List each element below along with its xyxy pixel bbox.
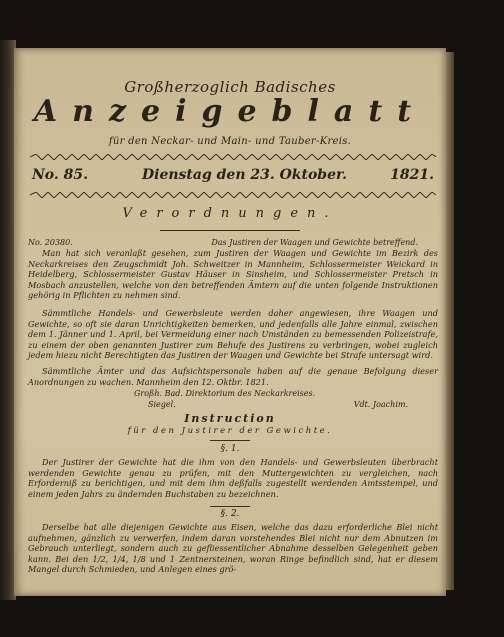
notice-paragraph-3: Sämmtliche Ämter und das Aufsichtspersonale haben auf die genaue Befolgung dieser Anordnungen zu wachen. Mannheim den 12. Oktbr. 1821. xyxy=(28,366,438,387)
issue-date: Dienstag den 23. Oktober. xyxy=(142,167,347,183)
masthead-subtitle: Großherzoglich Badisches xyxy=(124,78,336,96)
masthead-region: für den Neckar- und Main- und Tauber-Kreis. xyxy=(108,136,352,147)
ornamental-rule-bottom xyxy=(30,192,436,198)
instruction-subtitle: für den Justirer der Gewichte. xyxy=(127,426,333,436)
notice-paragraph-2: Sämmtliche Handels- und Gewerbsleute werden daher angewiesen, ihre Waagen und Gewichte, so oft sie daran Unrichtigkeiten bemerken, und jedenfalls alle Jahre einmal, zwischen dem 1. Jänner und 1. April, bei Vermeidung einer nach Umständen zu bemessenden Polizeistrafe, zu einem der oben genannten Justirer zum Behufe des Justirens zu verbringen, wobei zugleich jedem hiezu nicht Berechtigten das Justiren der Waagen und Gewichte bei Strafe untersagt wird. xyxy=(28,308,438,361)
section-1-label: §. 1. xyxy=(220,444,240,454)
instruction-divider xyxy=(210,440,250,441)
issue-line xyxy=(32,167,434,189)
section-1-text: Der Justirer der Gewichte hat die ihm von den Handels- und Gewerbsleuten überbracht werdenden Gewichte genau zu prüfen, mit den Muttergewichten zu vergleichen, nach Erforderniß zu berichtigen, und mit dem ihm deßfalls zugestellt werdenden Amtsstempel, und einem jeden Jahrs zu ändernden Buchstaben zu bezeichnen. xyxy=(28,457,438,499)
issue-number: No. 85. xyxy=(32,167,88,183)
ornamental-rule-top xyxy=(30,154,436,160)
signatory: Vdt. Joachim. xyxy=(353,400,408,409)
issuing-authority: Großh. Bad. Direktorium des Neckarkreises. xyxy=(134,389,316,398)
section-heading: Verordnungen. xyxy=(122,206,338,221)
notice-paragraph-1: Man hat sich veranlaßt gesehen, zum Justiren der Waagen und Gewichte im Bezirk des Neckarkreises den Zeugschmidt Joh. Schweitzer in Mannheim, Schlossermeister Weickard in Heidelberg, Schlossermeister Gustav Häuser in Sinsheim, und Schlossermeister Pretsch in Mosbach anzustellen, welche von den betreffenden Ämtern auf die unten folgende Instruktionen gehörig in Pflichten zu nehmen sind. xyxy=(28,248,438,301)
section-divider xyxy=(160,230,300,231)
instruction-title: Instruction xyxy=(184,412,276,425)
section-2-label: §. 2. xyxy=(220,509,240,519)
issue-year: 1821. xyxy=(390,167,434,183)
notice-ref-number: No. 20380. xyxy=(28,238,73,247)
section-2-divider xyxy=(210,506,250,507)
masthead-title: Anzeigeblatt xyxy=(33,94,427,129)
section-2-text: Derselbe hat alle diejenigen Gewichte aus Eisen, welche das dazu erforderliche Blei nicht aufnehmen, gänzlich zu verwerfen, indem daran vorstehendes Blei nicht nur dem Abnutzen im Gebrauch unterliegt, sondern auch zu gefliessentlicher Abnahme desselben Gelegenheit geben kann. Bei den 1/2, 1/4, 1/8 und 1 Zentnersteinen, woran Ringe befindlich sind, hat er diesem Mangel durch Schmieden, und Anlegen eines grö- xyxy=(28,522,438,575)
seal-label: Siegel. xyxy=(148,400,176,409)
notice-subject: Das Justiren der Waagen und Gewichte betreffend. xyxy=(211,238,418,247)
page-edge-shadow xyxy=(446,52,454,590)
newspaper-page xyxy=(14,48,446,596)
